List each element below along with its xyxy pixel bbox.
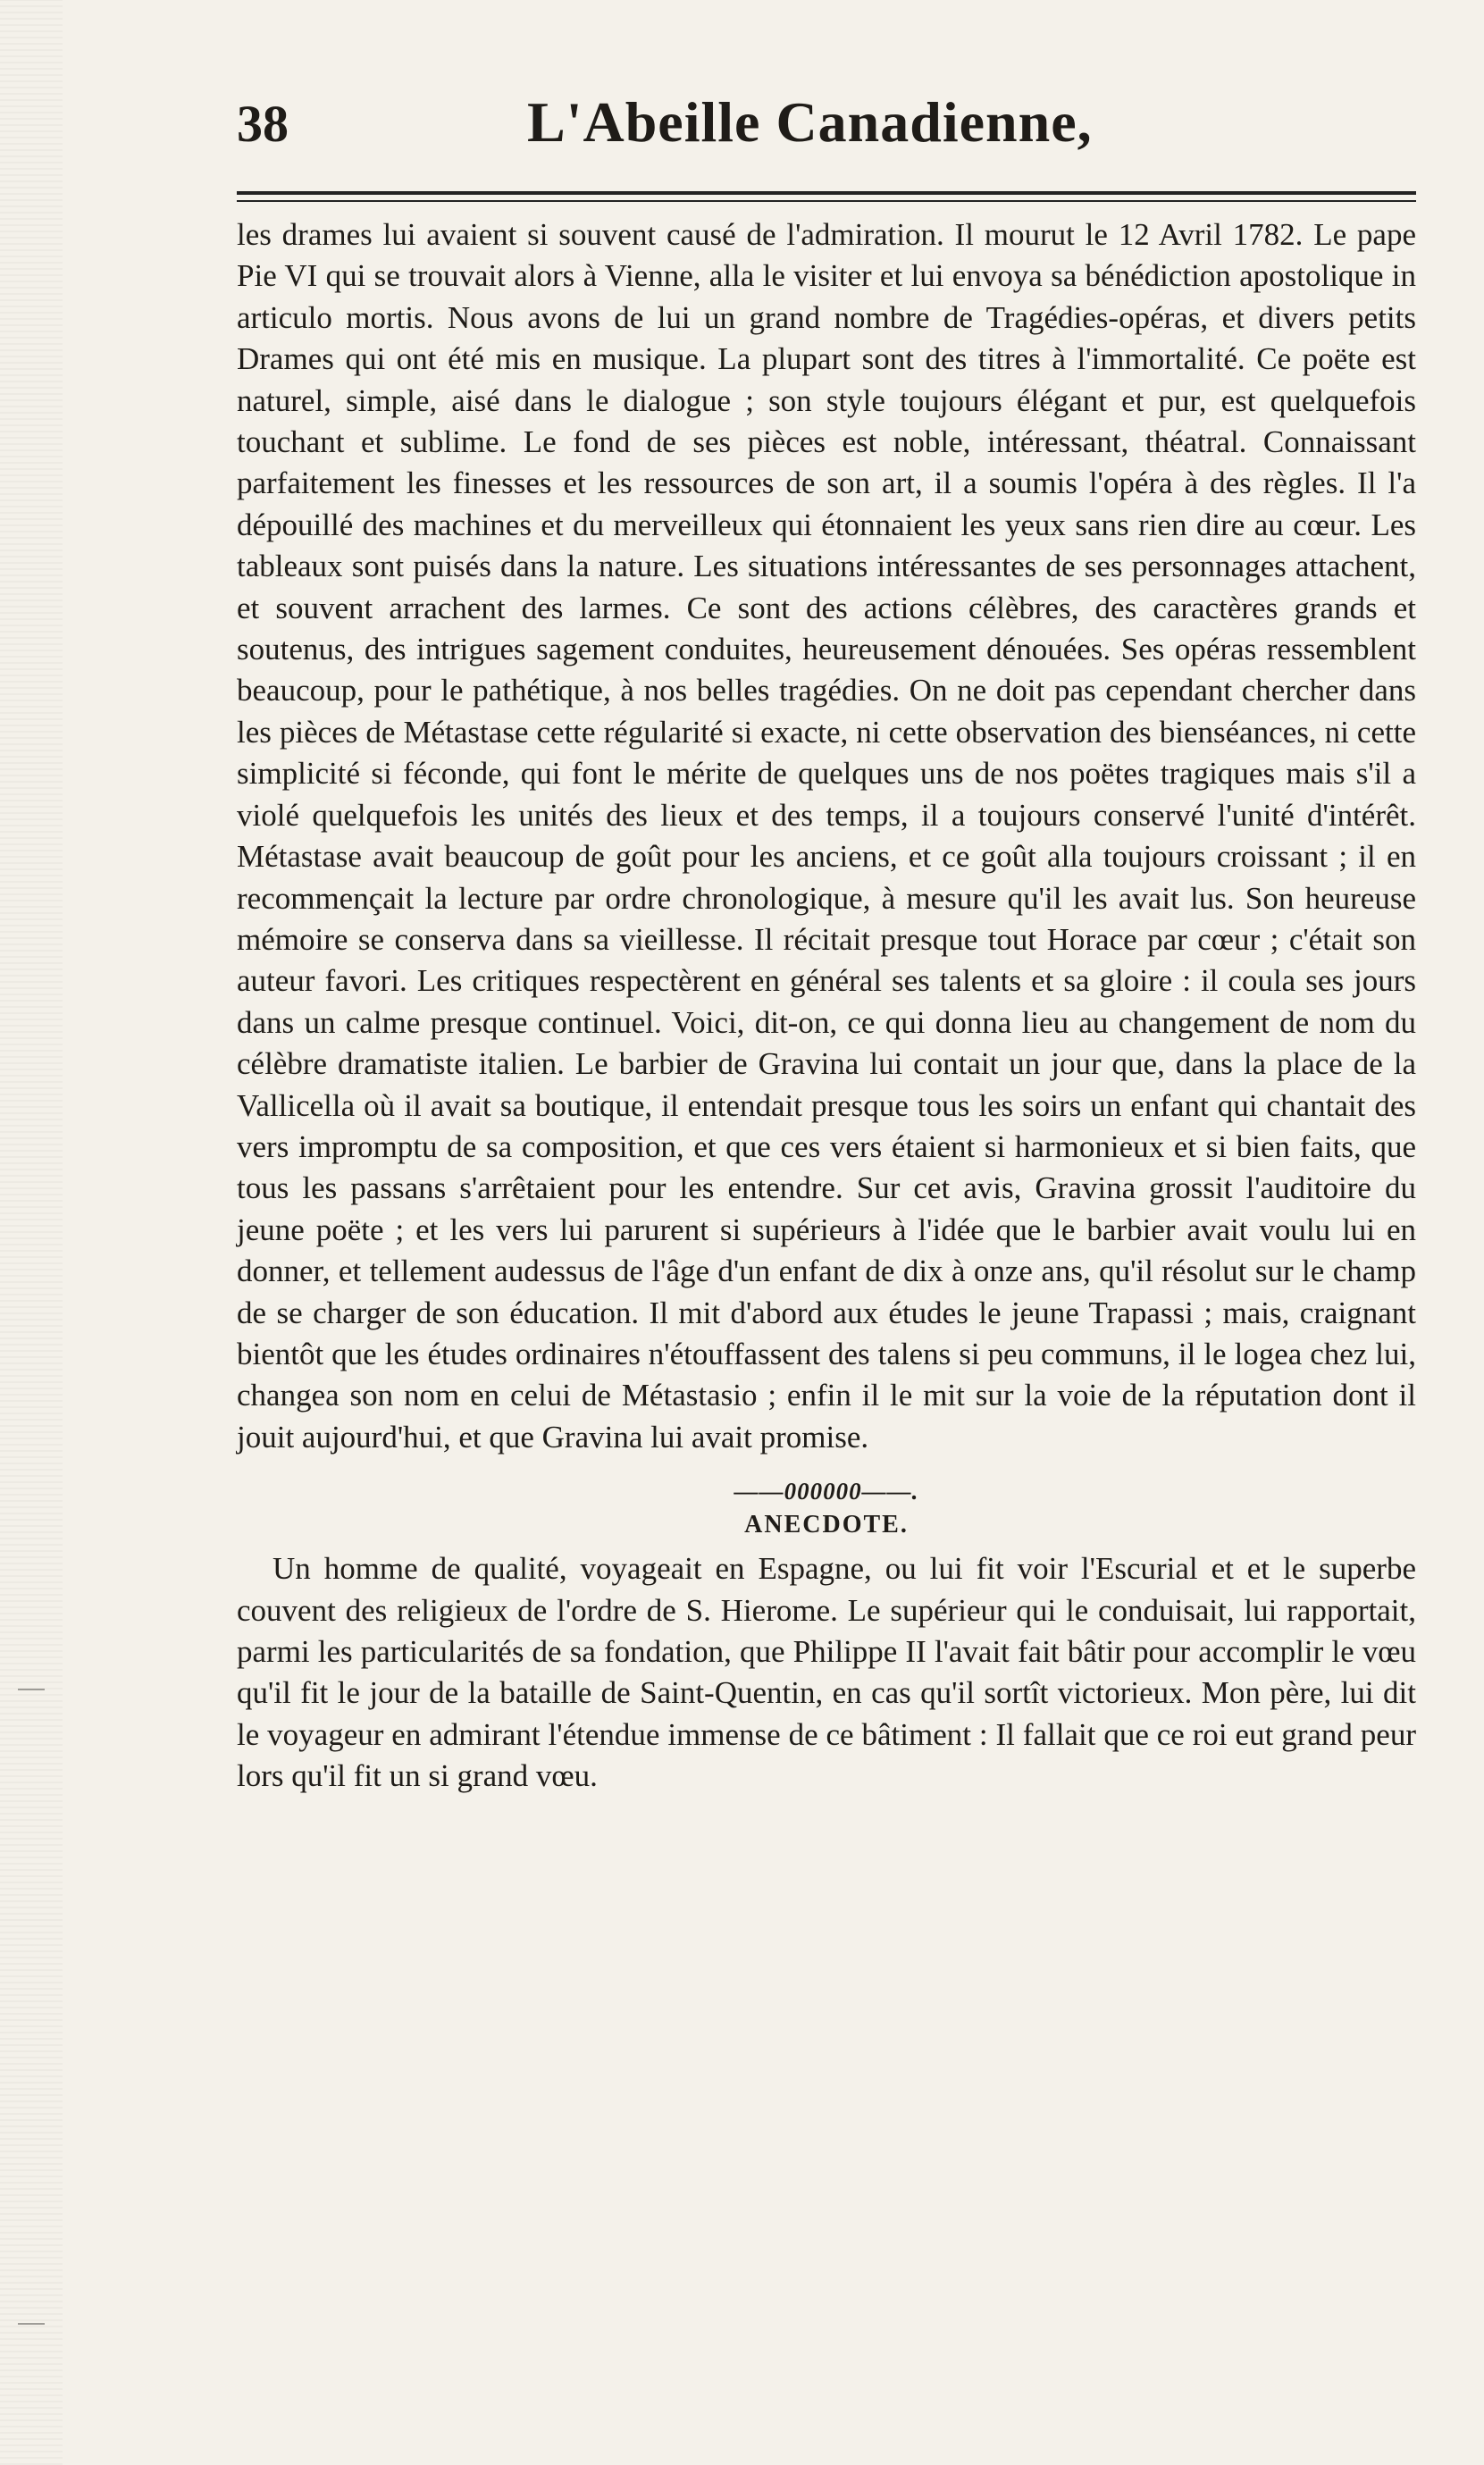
- page: [237, 89, 1416, 1798]
- page-number: 38: [237, 95, 289, 153]
- scan-artifact: [18, 1689, 45, 1690]
- page-header: [237, 89, 1416, 188]
- anecdote-paragraph: Un homme de qualité, voyageait en Espagne, ou lui fit voir l'Escurial et et le superbe couvent des religieux de l'ordre de S. Hierome. Le supérieur qui le conduisait, lui rapportait, parmi les particularités de sa fondation, que Philippe II l'avait fait bâtir pour accomplir le vœu qu'il fit le jour de la bataille de Saint-Quentin, en cas qu'il sortît victorieux. Mon père, lui dit le voyageur en admirant l'étendue immense de ce bâtiment : Il fallait que ce roi eut grand peur lors qu'il fit un si grand vœu.: [237, 1551, 1416, 1794]
- header-rule-thick: [237, 191, 1416, 195]
- scan-artifact: [18, 2323, 45, 2325]
- header-rule-thin: [237, 200, 1416, 202]
- running-head: L'Abeille Canadienne,: [527, 90, 1093, 154]
- section-separator: ——000000——.: [734, 1478, 919, 1505]
- scan-speckle-margin: [0, 0, 63, 2465]
- section-title: ANECDOTE.: [744, 1511, 909, 1539]
- body-paragraph: les drames lui avaient si souvent causé de l'admiration. Il mourut le 12 Avril 1782. Le pape Pie VI qui se trouvait alors à Vienne, alla le visiter et lui envoya sa bénédiction apostolique in articulo mortis. Nous avons de lui un grand nombre de Tragédies-opéras, et divers petits Drames qui ont été mis en musique. La plupart sont des titres à l'immortalité. Ce poëte est naturel, simple, aisé dans le dialogue ; son style toujours élégant et pur, est quelquefois touchant et sublime. Le fond de ses pièces est noble, intéressant, théatral. Connaissant parfaitement les finesses et les ressources de son art, il a soumis l'opéra à des règles. Il l'a dépouillé des machines et du merveilleux qui étonnaient les yeux sans rien dire au cœur. Les tableaux sont puisés dans la nature. Les situations intéressantes de ses personnages attachent, et souvent arrachent des larmes. Ce sont des actions célèbres, des caractères grands et soutenus, des intrigues sagement conduites, heureusement dénouées. Ses opéras ressemblent beaucoup, pour le pathétique, à nos belles tragédies. On ne doit pas cependant chercher dans les pièces de Métastase cette régularité si exacte, ni cette observation des bienséances, ni cette simplicité si féconde, qui font le mérite de quelques uns de nos poëtes tragiques mais s'il a violé quelquefois les unités des lieux et des temps, il a toujours conservé l'unité d'intérêt. Métastase avait beaucoup de goût pour les anciens, et ce goût alla toujours croissant ; il en recommençait la lecture par ordre chronologique, à mesure qu'il les avait lus. Son heureuse mémoire se conserva dans sa vieillesse. Il récitait presque tout Horace par cœur ; c'était son auteur favori. Les critiques respectèrent en général ses talents et sa gloire : il coula ses jours dans un calme presque continuel. Voici, dit-on, ce qui donna lieu au changement de nom du célèbre dramatiste italien. Le barbier de Gravina lui contait un jour que, dans la place de la Vallicella où il avait sa boutique, il entendait presque tous les soirs un enfant qui chantait des vers impromptu de sa composition, et que ces vers étaient si harmonieux et si bien faits, que tous les passans s'arrêtaient pour les entendre. Sur cet avis, Gravina grossit l'auditoire du jeune poëte ; et les vers lui parurent si supérieurs à l'idée que le barbier avait voulu lui en donner, et tellement audessus de l'âge d'un enfant de dix à onze ans, qu'il résolut sur le champ de se charger de son éducation. Il mit d'abord aux études le jeune Trapassi ; mais, craignant bientôt que les études ordinaires n'étouffassent des talens si peu communs, il le logea chez lui, changea son nom en celui de Métastasio ; enfin il le mit sur la voie de la réputation dont il jouit aujourd'hui, et que Gravina lui avait promise.: [237, 217, 1416, 1455]
